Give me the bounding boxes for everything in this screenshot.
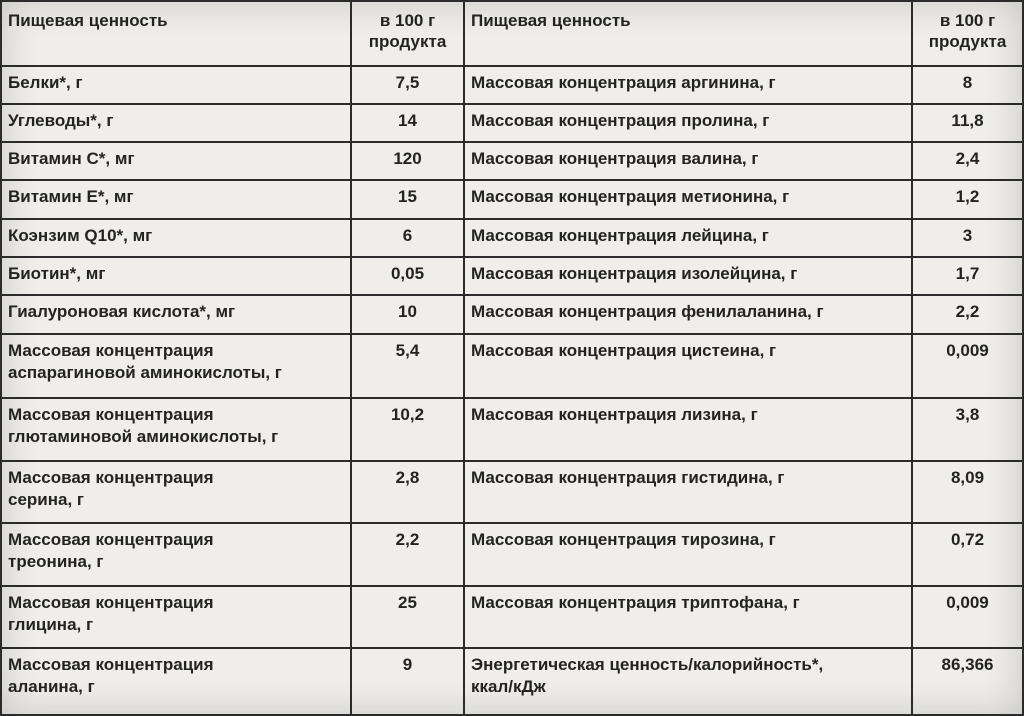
right-name-cell	[464, 648, 912, 715]
right-name-text: Массовая концентрация цистеина, г	[471, 340, 777, 360]
right-name-cell	[464, 257, 912, 295]
right-name-cell	[464, 142, 912, 180]
left-name-text: глютаминовой аминокислоты, г	[8, 427, 279, 447]
left-name-text: Витамин С*, мг	[8, 149, 135, 169]
table-row	[1, 523, 1023, 586]
left-name-cell	[1, 334, 351, 399]
left-value-cell	[351, 66, 464, 104]
table-row	[1, 295, 1023, 333]
left-name-text: Массовая концентрация	[8, 655, 214, 675]
right-name-cell	[464, 104, 912, 142]
table-row	[1, 648, 1023, 715]
right-value-text: 8,09	[950, 467, 985, 487]
right-value-cell	[912, 648, 1023, 715]
left-value-cell	[351, 586, 464, 649]
table-row	[1, 219, 1023, 257]
left-name-cell	[1, 104, 351, 142]
right-value-text: 0,009	[946, 340, 989, 360]
right-value-text: 1,7	[955, 264, 980, 284]
right-value-cell	[912, 295, 1023, 333]
left-value-cell	[351, 180, 464, 218]
right-value-cell	[912, 180, 1023, 218]
left-name-text: аспарагиновой аминокислоты, г	[8, 362, 282, 382]
left-value-cell	[351, 219, 464, 257]
header-right-name: Пищевая ценность	[464, 1, 912, 66]
right-name-cell	[464, 295, 912, 333]
table-row	[1, 180, 1023, 218]
table-header-row	[1, 1, 1023, 66]
right-value-cell	[912, 398, 1023, 461]
left-value-text: 2,8	[395, 467, 420, 487]
right-value-text: 2,4	[955, 149, 980, 169]
left-name-text: Массовая концентрация	[8, 467, 214, 487]
right-name-text: Массовая концентрация аргинина, г	[471, 72, 776, 92]
table-row	[1, 257, 1023, 295]
right-value-cell	[912, 586, 1023, 649]
right-value-cell	[912, 461, 1023, 524]
right-name-cell	[464, 586, 912, 649]
left-name-text: Массовая концентрация	[8, 530, 214, 550]
right-name-cell	[464, 180, 912, 218]
left-name-cell	[1, 461, 351, 524]
left-value-text: 7,5	[395, 72, 420, 92]
right-value-text: 0,009	[946, 592, 989, 612]
left-name-text: Массовая концентрация	[8, 405, 214, 425]
left-name-cell	[1, 523, 351, 586]
table-row	[1, 142, 1023, 180]
left-name-text: Витамин Е*, мг	[8, 187, 134, 207]
left-name-text: Гиалуроновая кислота*, мг	[8, 302, 236, 322]
right-name-cell	[464, 398, 912, 461]
right-value-text: 0,72	[950, 530, 985, 550]
right-name-text: Массовая концентрация триптофана, г	[471, 592, 800, 612]
right-name-cell	[464, 334, 912, 399]
right-value-text: 86,366	[941, 655, 994, 675]
nutrition-table-body	[1, 1, 1023, 715]
left-name-text: Белки*, г	[8, 72, 83, 92]
right-value-text: 11,8	[951, 110, 984, 130]
right-value-text: 8	[962, 72, 973, 92]
right-name-text: Массовая концентрация валина, г	[471, 149, 759, 169]
right-value-cell	[912, 257, 1023, 295]
left-name-text: серина, г	[8, 489, 84, 509]
right-name-cell	[464, 66, 912, 104]
table-row	[1, 334, 1023, 399]
left-value-cell	[351, 104, 464, 142]
right-name-text: Энергетическая ценность/калорийность*,	[471, 655, 824, 675]
right-value-cell	[912, 523, 1023, 586]
left-name-text: Массовая концентрация	[8, 340, 214, 360]
left-name-cell	[1, 398, 351, 461]
right-value-cell	[912, 142, 1023, 180]
header-right-value: в 100 г продукта	[912, 1, 1023, 66]
left-value-cell	[351, 461, 464, 524]
left-value-text: 2,2	[395, 530, 420, 550]
left-name-cell	[1, 295, 351, 333]
left-value-cell	[351, 334, 464, 399]
right-name-text: Массовая концентрация фенилаланина, г	[471, 302, 824, 322]
left-name-cell	[1, 586, 351, 649]
left-name-cell	[1, 257, 351, 295]
header-left-value: в 100 г продукта	[351, 1, 464, 66]
left-name-cell	[1, 648, 351, 715]
left-value-text: 25	[398, 592, 417, 612]
right-value-cell	[912, 219, 1023, 257]
left-name-text: Углеводы*, г	[8, 110, 114, 130]
left-value-text: 10	[398, 302, 417, 322]
table-row	[1, 586, 1023, 649]
right-value-cell	[912, 334, 1023, 399]
left-value-cell	[351, 398, 464, 461]
left-value-text: 120	[393, 149, 422, 169]
table-row	[1, 461, 1023, 524]
left-value-text: 5,4	[395, 340, 420, 360]
left-value-cell	[351, 142, 464, 180]
left-name-cell	[1, 66, 351, 104]
left-name-text: Биотин*, мг	[8, 264, 106, 284]
left-value-cell	[351, 523, 464, 586]
right-value-text: 1,2	[955, 187, 980, 207]
table-row	[1, 398, 1023, 461]
right-name-text: Массовая концентрация изолейцина, г	[471, 264, 798, 284]
right-value-cell	[912, 104, 1023, 142]
left-name-text: Коэнзим Q10*, мг	[8, 225, 153, 245]
right-name-text: Массовая концентрация тирозина, г	[471, 530, 776, 550]
right-name-text: Массовая концентрация лейцина, г	[471, 225, 769, 245]
left-value-text: 14	[398, 110, 417, 130]
left-name-text: Массовая концентрация	[8, 592, 214, 612]
right-value-text: 3,8	[955, 405, 980, 425]
left-value-text: 9	[402, 655, 413, 675]
right-name-cell	[464, 523, 912, 586]
left-value-text: 10,2	[390, 405, 425, 425]
right-value-cell	[912, 66, 1023, 104]
left-name-text: треонина, г	[8, 552, 104, 572]
left-name-cell	[1, 180, 351, 218]
left-name-cell	[1, 142, 351, 180]
right-value-text: 3	[962, 225, 973, 245]
left-value-cell	[351, 295, 464, 333]
right-name-cell	[464, 461, 912, 524]
left-value-text: 6	[402, 225, 413, 245]
table-row	[1, 66, 1023, 104]
left-value-cell	[351, 257, 464, 295]
left-name-text: глицина, г	[8, 614, 94, 634]
left-name-text: аланина, г	[8, 677, 95, 697]
right-name-text: Массовая концентрация лизина, г	[471, 405, 758, 425]
left-value-text: 0,05	[390, 264, 425, 284]
right-name-cell	[464, 219, 912, 257]
right-value-text: 2,2	[955, 302, 980, 322]
left-name-cell	[1, 219, 351, 257]
left-value-cell	[351, 648, 464, 715]
right-name-text: ккал/кДж	[471, 677, 546, 697]
right-name-text: Массовая концентрация метионина, г	[471, 187, 790, 207]
right-name-text: Массовая концентрация гистидина, г	[471, 467, 785, 487]
right-name-text: Массовая концентрация пролина, г	[471, 110, 770, 130]
header-left-name: Пищевая ценность	[1, 1, 351, 66]
left-value-text: 15	[398, 187, 417, 207]
table-row	[1, 104, 1023, 142]
